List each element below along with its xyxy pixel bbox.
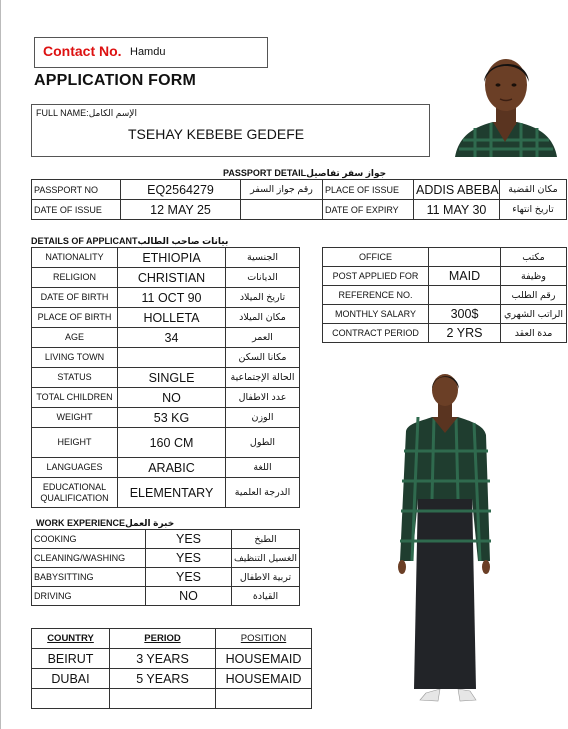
table-row	[32, 200, 567, 220]
cell-label: RELIGION	[32, 268, 118, 288]
cell-value: YES	[146, 530, 232, 549]
cell-value: 300$	[429, 305, 501, 324]
cell-label: BABYSITTING	[32, 568, 146, 587]
table-row	[32, 649, 312, 669]
cell-arabic: اللغة	[226, 458, 300, 478]
table-row	[32, 669, 312, 689]
cell-label: DRIVING	[32, 587, 146, 606]
cell-label: AGE	[32, 328, 118, 348]
cell-label: HEIGHT	[32, 428, 118, 458]
cell-value: 11 MAY 30	[414, 200, 500, 220]
cell-value: MAID	[429, 267, 501, 286]
work-experience-section-title: WORK EXPERIENCEخبرة العمل	[36, 518, 175, 528]
cell-arabic: القيادة	[232, 587, 300, 606]
cell-arabic: مدة العقد	[501, 324, 567, 343]
cell-arabic: الوزن	[226, 408, 300, 428]
header-position: POSITION	[216, 629, 312, 649]
table-row	[32, 388, 300, 408]
table-row	[32, 180, 567, 200]
contact-value: Hamdu	[130, 46, 166, 58]
cell-value: YES	[146, 549, 232, 568]
cell-value	[118, 348, 226, 368]
work-history-table	[31, 628, 312, 709]
cell-arabic	[241, 200, 323, 220]
cell-label: OFFICE	[323, 248, 429, 267]
table-row	[32, 408, 300, 428]
cell-label: DATE OF EXPIRY	[323, 200, 414, 220]
cell-value: NO	[118, 388, 226, 408]
cell-arabic: تاريخ الميلاد	[226, 288, 300, 308]
cell-position: HOUSEMAID	[216, 649, 312, 669]
table-row	[32, 568, 300, 587]
cell-arabic: الحالة الإجتماعية	[226, 368, 300, 388]
cell-label: COOKING	[32, 530, 146, 549]
table-row	[32, 530, 300, 549]
page-edge	[0, 0, 1, 729]
cell-value: NO	[146, 587, 232, 606]
cell-arabic: العمر	[226, 328, 300, 348]
cell-label: WEIGHT	[32, 408, 118, 428]
office-table	[322, 247, 567, 343]
cell-arabic: الجنسية	[226, 248, 300, 268]
cell-arabic: الطبخ	[232, 530, 300, 549]
cell-arabic: الدرجة العلمية	[226, 478, 300, 508]
cell-label: PASSPORT NO	[32, 180, 121, 200]
table-row	[323, 305, 567, 324]
contact-label: Contact No.	[43, 43, 122, 59]
cell-label: MONTHLY SALARY	[323, 305, 429, 324]
table-header-row	[32, 629, 312, 649]
table-row	[32, 268, 300, 288]
table-row	[323, 267, 567, 286]
table-row	[32, 288, 300, 308]
cell-label: TOTAL CHILDREN	[32, 388, 118, 408]
cell-value: EQ2564279	[121, 180, 241, 200]
table-row	[32, 428, 300, 458]
cell-value: 160 CM	[118, 428, 226, 458]
header-period: PERIOD	[110, 629, 216, 649]
cell-arabic: مكان القضية	[500, 180, 567, 200]
table-row	[32, 348, 300, 368]
cell-value: ETHIOPIA	[118, 248, 226, 268]
cell-period: 5 YEARS	[110, 669, 216, 689]
full-name-label: FULL NAME:الإسم الكامل	[36, 108, 137, 118]
cell-arabic: وظيفة	[501, 267, 567, 286]
table-row	[32, 587, 300, 606]
cell-value: 12 MAY 25	[121, 200, 241, 220]
cell-arabic: الغسيل التنظيف	[232, 549, 300, 568]
passport-table	[31, 179, 567, 220]
form-title: APPLICATION FORM	[34, 72, 197, 89]
table-row	[32, 308, 300, 328]
cell-label: LANGUAGES	[32, 458, 118, 478]
table-row	[32, 478, 300, 508]
cell-arabic: رقم جواز السفر	[241, 180, 323, 200]
cell-value: CHRISTIAN	[118, 268, 226, 288]
cell-arabic: رقم الطلب	[501, 286, 567, 305]
cell-arabic: الراتب الشهري	[501, 305, 567, 324]
cell-country: DUBAI	[32, 669, 110, 689]
table-row	[323, 286, 567, 305]
cell-country: BEIRUT	[32, 649, 110, 669]
applicant-portrait-photo	[445, 52, 566, 157]
passport-section-title: PASSPORT DETAILجواز سفر تفاصيل	[223, 168, 387, 178]
full-name-value: TSEHAY KEBEBE GEDEFE	[128, 126, 305, 142]
cell-label: STATUS	[32, 368, 118, 388]
cell-arabic: مكتب	[501, 248, 567, 267]
cell-position: HOUSEMAID	[216, 669, 312, 689]
cell-value	[429, 248, 501, 267]
cell-label: PLACE OF ISSUE	[323, 180, 414, 200]
cell-period: 3 YEARS	[110, 649, 216, 669]
cell-arabic: مكانا السكن	[226, 348, 300, 368]
cell-label: LIVING TOWN	[32, 348, 118, 368]
cell-arabic: الديانات	[226, 268, 300, 288]
cell-label: CLEANING/WASHING	[32, 549, 146, 568]
cell-arabic: الطول	[226, 428, 300, 458]
table-row	[32, 689, 312, 709]
cell-value: YES	[146, 568, 232, 587]
cell-arabic: تربية الاطفال	[232, 568, 300, 587]
cell-label: REFERENCE NO.	[323, 286, 429, 305]
cell-label: DATE OF BIRTH	[32, 288, 118, 308]
table-row	[32, 328, 300, 348]
cell-label: EDUCATIONAL QUALIFICATION	[32, 478, 118, 508]
work-experience-table	[31, 529, 300, 606]
cell-country	[32, 689, 110, 709]
table-row	[32, 248, 300, 268]
cell-label: NATIONALITY	[32, 248, 118, 268]
applicant-section-title: DETAILS OF APPLICANTبيانات صاحب الطالب	[31, 236, 229, 246]
cell-label: DATE OF ISSUE	[32, 200, 121, 220]
table-row	[32, 368, 300, 388]
table-row	[323, 324, 567, 343]
cell-arabic: تاريخ انتهاء	[500, 200, 567, 220]
header-country: COUNTRY	[32, 629, 110, 649]
cell-value: SINGLE	[118, 368, 226, 388]
cell-value: 2 YRS	[429, 324, 501, 343]
table-row	[32, 458, 300, 478]
cell-position	[216, 689, 312, 709]
cell-label: PLACE OF BIRTH	[32, 308, 118, 328]
cell-value: 11 OCT 90	[118, 288, 226, 308]
cell-label: CONTRACT PERIOD	[323, 324, 429, 343]
cell-value: ELEMENTARY	[118, 478, 226, 508]
applicant-details-table	[31, 247, 300, 508]
cell-value: 53 KG	[118, 408, 226, 428]
cell-arabic: عدد الاطفال	[226, 388, 300, 408]
table-row	[323, 248, 567, 267]
cell-value: HOLLETA	[118, 308, 226, 328]
cell-value: 34	[118, 328, 226, 348]
cell-period	[110, 689, 216, 709]
cell-value	[429, 286, 501, 305]
applicant-full-body-photo	[398, 371, 492, 703]
table-row	[32, 549, 300, 568]
cell-value: ARABIC	[118, 458, 226, 478]
cell-value: ADDIS ABEBA	[414, 180, 500, 200]
cell-label: POST APPLIED FOR	[323, 267, 429, 286]
cell-arabic: مكان الميلاد	[226, 308, 300, 328]
